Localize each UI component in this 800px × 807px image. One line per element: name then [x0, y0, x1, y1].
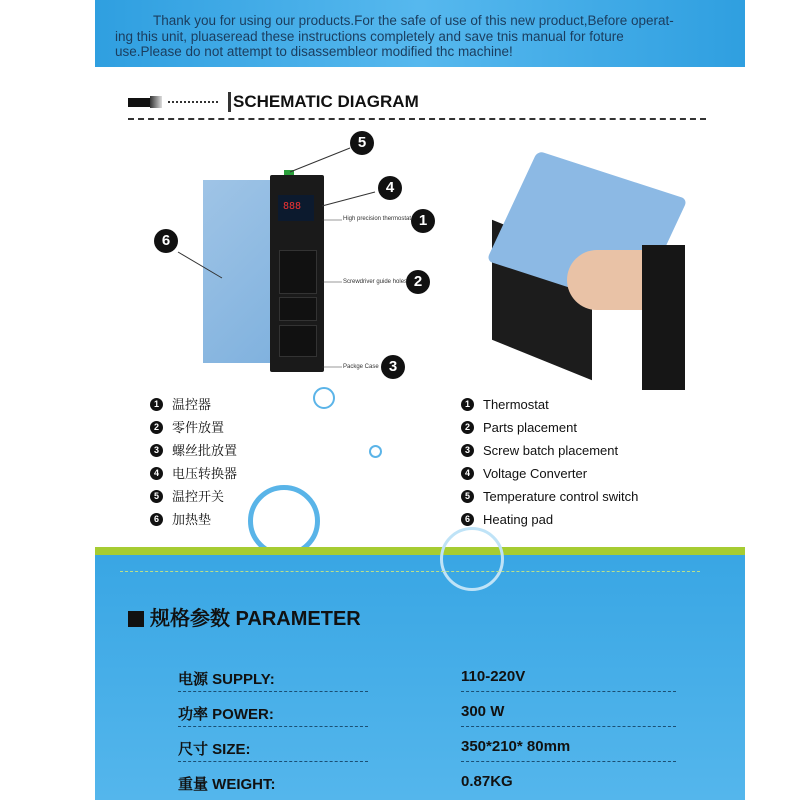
- list-item: [461, 393, 638, 416]
- param-row-weight: [178, 773, 698, 807]
- list-item: [150, 508, 237, 531]
- list-item: [150, 439, 237, 462]
- list-item: [150, 462, 237, 485]
- callout-6: 6: [154, 229, 178, 253]
- param-underline: [461, 691, 676, 692]
- list-item-label: 螺丝批放置: [172, 443, 238, 458]
- parts-slot: [279, 250, 317, 294]
- param-underline: [461, 761, 676, 762]
- bullet-3: 3: [150, 444, 163, 457]
- bullet-1: 1: [150, 398, 163, 411]
- intro-line-1: Thank you for using our products.For the safe of use of this new product,Before operat-: [153, 13, 674, 28]
- list-item-label: Screw batch placement: [483, 443, 619, 458]
- component-list-en: [461, 393, 638, 531]
- thermostat-screen: [278, 195, 314, 221]
- bullet-4: 4: [150, 467, 163, 480]
- parameter-title-text: 规格参数 PARAMETER: [150, 608, 361, 630]
- intro-banner: [95, 0, 745, 67]
- list-item-label: 零件放置: [172, 420, 225, 435]
- parameter-dashed-divider: [120, 571, 700, 572]
- list-item: [461, 439, 638, 462]
- list-item: [150, 416, 237, 439]
- callout-5: 5: [350, 131, 374, 155]
- list-item: [461, 462, 638, 485]
- bullet-6: 6: [150, 513, 163, 526]
- bullet-1: 1: [461, 398, 474, 411]
- title-square-icon: [128, 611, 144, 627]
- callout-1: 1: [411, 209, 435, 233]
- param-underline: [178, 726, 368, 727]
- param-label: 尺寸 SIZE:: [178, 741, 251, 758]
- label-package: Packge Case: [343, 364, 379, 370]
- callout-4: 4: [378, 176, 402, 200]
- callout-3: 3: [381, 355, 405, 379]
- green-stripe: [95, 547, 745, 555]
- bullet-3: 3: [461, 444, 474, 457]
- bullet-5: 5: [150, 490, 163, 503]
- param-underline: [178, 691, 368, 692]
- intro-line-3: use.Please do not attempt to disassembleor modified thc machine!: [115, 44, 513, 59]
- param-row-supply: [178, 668, 698, 702]
- list-item-label: 温控器: [172, 397, 212, 412]
- list-item: [461, 485, 638, 508]
- case-slot: [279, 325, 317, 357]
- list-item-label: 加热垫: [172, 512, 212, 527]
- bullet-2: 2: [461, 421, 474, 434]
- param-value: 350*210* 80mm: [461, 738, 571, 755]
- controller-illustration: [270, 175, 324, 372]
- list-item: [461, 508, 638, 531]
- schematic-heading: [128, 90, 708, 122]
- intro-line-2: ing this unit, pluaseread these instructions completely and save tnis manual for foture: [115, 28, 624, 44]
- bullet-5: 5: [461, 490, 474, 503]
- screw-slot: [279, 297, 317, 321]
- list-item-label: Parts placement: [483, 420, 577, 435]
- list-item-label: Temperature control switch: [483, 489, 639, 504]
- decorative-ring: [369, 445, 382, 458]
- parameter-title: [128, 602, 361, 631]
- param-underline: [178, 761, 368, 762]
- list-item: [150, 485, 237, 508]
- param-label: 重量 WEIGHT:: [178, 776, 276, 793]
- heading-dashed-divider: [128, 118, 706, 120]
- component-list-cn: [150, 393, 237, 531]
- photo-sleeve: [642, 245, 685, 390]
- param-row-power: [178, 703, 698, 737]
- param-value: 300 W: [461, 703, 505, 720]
- label-screwdriver: Screwdriver guide holes: [343, 279, 408, 285]
- schematic-title: SCHEMATIC DIAGRAM: [228, 92, 419, 112]
- label-thermostat: High precision thermostat: [343, 216, 412, 222]
- bullet-4: 4: [461, 467, 474, 480]
- param-label: 功率 POWER:: [178, 706, 274, 723]
- list-item: [150, 393, 237, 416]
- heading-square-icon: [128, 98, 150, 107]
- screen-digits: 888: [283, 201, 302, 212]
- bullet-6: 6: [461, 513, 474, 526]
- list-item: [461, 416, 638, 439]
- callout-2: 2: [406, 270, 430, 294]
- param-value: 110-220V: [461, 668, 526, 685]
- decorative-ring: [440, 527, 504, 591]
- param-label: 电源 SUPPLY:: [178, 671, 275, 688]
- product-photo: [492, 165, 685, 390]
- list-item-label: Heating pad: [483, 512, 554, 527]
- param-row-size: [178, 738, 698, 772]
- intro-text: [115, 13, 730, 60]
- heading-dots-divider: [168, 101, 218, 103]
- bullet-2: 2: [150, 421, 163, 434]
- param-underline: [461, 726, 676, 727]
- list-item-label: Voltage Converter: [483, 466, 588, 481]
- decorative-ring: [313, 387, 335, 409]
- list-item-label: 电压转换器: [172, 466, 238, 481]
- heading-fade-decoration: [150, 96, 162, 108]
- list-item-label: Thermostat: [483, 397, 549, 412]
- list-item-label: 温控开关: [172, 489, 225, 504]
- param-value: 0.87KG: [461, 773, 513, 790]
